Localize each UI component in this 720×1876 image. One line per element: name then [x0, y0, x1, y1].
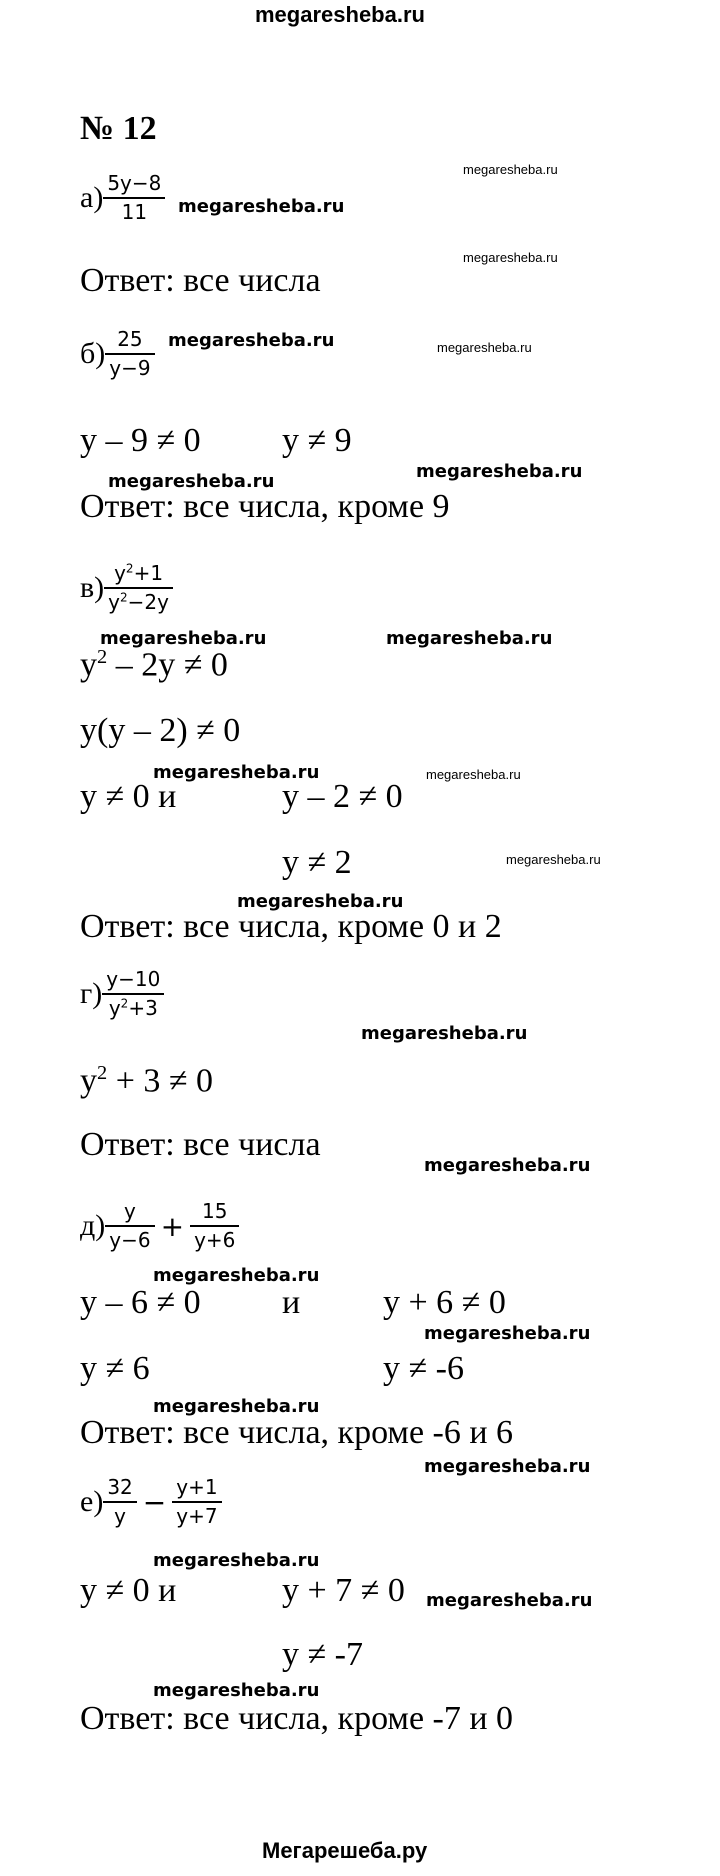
watermark: megaresheba.ru [416, 461, 583, 482]
part-a-answer: Ответ: все числа [80, 262, 321, 299]
part-a-fraction [103, 172, 165, 224]
part-e-label: е) [80, 1485, 104, 1518]
part-d-step1b: y + 6 ≠ 0 [383, 1284, 506, 1321]
part-b-step1-result: y ≠ 9 [282, 422, 352, 459]
part-d-step2a: y ≠ 6 [80, 1350, 150, 1387]
part-b-fraction [105, 328, 154, 380]
fraction-bar [190, 1225, 239, 1227]
watermark: megaresheba.ru [153, 1550, 320, 1571]
fraction-numerator: y [124, 1199, 136, 1223]
part-g-answer: Ответ: все числа [80, 1126, 321, 1163]
header-site-title: megaresheba.ru [255, 2, 425, 27]
fraction-numerator: $y^2+1$ [114, 561, 164, 585]
watermark: megaresheba.ru [100, 628, 267, 649]
fraction-numerator: y−10 [106, 967, 161, 991]
part-d-label: д) [80, 1209, 106, 1242]
fraction-denominator: y+7 [176, 1504, 218, 1528]
part-v-fraction [104, 562, 173, 614]
fraction-denominator: $y^2-2y$ [108, 590, 169, 614]
fraction-denominator: y+6 [194, 1228, 236, 1252]
watermark: megaresheba.ru [361, 1023, 528, 1044]
part-v-label: в) [80, 571, 105, 604]
watermark: megaresheba.ru [424, 1323, 591, 1344]
part-v-step3b: y – 2 ≠ 0 [282, 778, 403, 815]
fraction-denominator: y−9 [109, 356, 151, 380]
fraction-denominator: y−6 [109, 1228, 151, 1252]
part-e-fraction-2 [172, 1476, 221, 1528]
fraction-bar [104, 587, 173, 589]
part-v-answer: Ответ: все числа, кроме 0 и 2 [80, 908, 502, 945]
part-e-step1a: y ≠ 0 и [80, 1572, 177, 1609]
fraction-bar [105, 353, 154, 355]
fraction-bar [105, 1225, 154, 1227]
watermark: megaresheba.ru [424, 1456, 591, 1477]
part-d-step1a: y – 6 ≠ 0 [80, 1284, 201, 1321]
part-a-label: а) [80, 181, 104, 214]
fraction-bar [103, 1501, 136, 1503]
fraction-denominator: y [114, 1504, 126, 1528]
part-v-step2: y(y – 2) ≠ 0 [80, 712, 241, 749]
part-a-expression [80, 172, 165, 224]
part-b-label: б) [80, 337, 106, 370]
fraction-numerator: y+1 [176, 1475, 218, 1499]
fraction-numerator: 25 [117, 327, 143, 351]
part-v-step4: y ≠ 2 [282, 844, 352, 881]
part-d-fraction-2 [190, 1200, 239, 1252]
watermark: megaresheba.ru [108, 471, 275, 492]
watermark: megaresheba.ru [153, 1265, 320, 1286]
part-v-step1: $y^2 - 2y \ne 0$ [80, 646, 228, 684]
part-d-answer: Ответ: все числа, кроме -6 и 6 [80, 1414, 514, 1451]
fraction-denominator: $y^2+3$ [108, 996, 158, 1020]
part-d-step1-conj: и [282, 1284, 301, 1321]
watermark: megaresheba.ru [426, 767, 521, 782]
part-b-step1: y – 9 ≠ 0 [80, 422, 201, 459]
part-e-expression [80, 1476, 222, 1528]
fraction-bar [172, 1501, 221, 1503]
fraction-bar [102, 993, 164, 995]
problem-title: № 12 [80, 110, 157, 147]
watermark: megaresheba.ru [386, 628, 553, 649]
watermark: megaresheba.ru [153, 762, 320, 783]
part-g-step1: $y^2 + 3 \ne 0$ [80, 1062, 214, 1100]
part-e-step2: y ≠ -7 [282, 1636, 363, 1673]
fraction-bar [103, 197, 165, 199]
part-b-expression [80, 328, 155, 380]
fraction-denominator: 11 [121, 200, 148, 224]
plus-operator: + [160, 1209, 185, 1243]
part-g-expression [80, 968, 164, 1020]
part-b-answer: Ответ: все числа, кроме 9 [80, 488, 450, 525]
watermark: megaresheba.ru [463, 162, 558, 177]
part-d-fraction-1 [105, 1200, 154, 1252]
footer-site-title: Мегарешеба.ру [262, 1838, 428, 1863]
watermark: megaresheba.ru [237, 891, 404, 912]
watermark: megaresheba.ru [168, 330, 335, 351]
fraction-numerator: 5y−8 [107, 171, 162, 195]
minus-operator: − [142, 1485, 167, 1519]
part-e-step1b: y + 7 ≠ 0 [282, 1572, 405, 1609]
watermark: megaresheba.ru [424, 1155, 591, 1176]
part-d-expression [80, 1200, 239, 1252]
watermark: megaresheba.ru [437, 340, 532, 355]
watermark: megaresheba.ru [153, 1680, 320, 1701]
part-e-answer: Ответ: все числа, кроме -7 и 0 [80, 1700, 514, 1737]
watermark: megaresheba.ru [463, 250, 558, 265]
fraction-numerator: 15 [202, 1199, 228, 1223]
part-d-step2b: y ≠ -6 [383, 1350, 464, 1387]
part-g-label: г) [80, 977, 103, 1010]
watermark: megaresheba.ru [506, 852, 601, 867]
part-v-expression [80, 562, 173, 614]
fraction-numerator: 32 [107, 1475, 133, 1499]
watermark: megaresheba.ru [153, 1396, 320, 1417]
part-e-fraction-1 [103, 1476, 136, 1528]
part-g-fraction [102, 968, 164, 1020]
part-v-step3a: y ≠ 0 и [80, 778, 177, 815]
watermark: megaresheba.ru [178, 196, 345, 217]
watermark: megaresheba.ru [426, 1590, 593, 1611]
